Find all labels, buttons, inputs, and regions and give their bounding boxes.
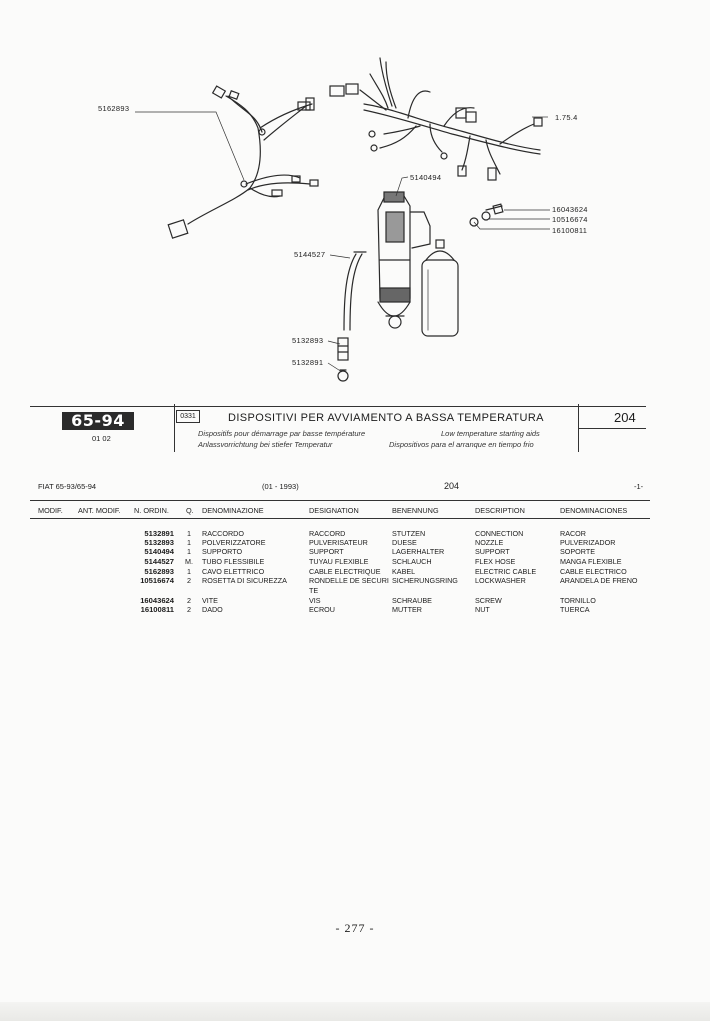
name-it: TUBO FLESSIBILE xyxy=(202,557,265,566)
group-code: 0331 xyxy=(176,410,200,423)
model-label: FIAT 65-93/65-94 xyxy=(38,482,97,491)
name-it: POLVERIZZATORE xyxy=(202,538,266,547)
name-de: SCHLAUCH xyxy=(392,557,432,566)
table-row xyxy=(0,557,710,567)
quantity: 1 xyxy=(187,538,191,547)
subtitle-es: Dispositivos para el arranque en tiempo frio xyxy=(389,440,534,449)
section-page-number: 204 xyxy=(614,410,636,425)
name-en: CONNECTION xyxy=(475,529,524,538)
part-number: 5132893 xyxy=(144,538,174,547)
name-en: SUPPORT xyxy=(475,547,510,556)
table-row xyxy=(0,586,710,596)
callout-label: 1.75.4 xyxy=(555,113,578,122)
name-de: DUESE xyxy=(392,538,417,547)
table-rule-header xyxy=(30,518,650,519)
name-en: FLEX HOSE xyxy=(475,557,516,566)
col-header: BENENNUNG xyxy=(392,506,439,515)
name-en: ELECTRIC CABLE xyxy=(475,567,537,576)
col-header: DENOMINACIONES xyxy=(560,506,628,515)
subtitle-de: Anlassvorrichtung bei stiefer Temperatur xyxy=(198,440,333,449)
table-row xyxy=(0,576,710,586)
name-en: NOZZLE xyxy=(475,538,504,547)
header-divider xyxy=(578,428,646,429)
quantity: 2 xyxy=(187,576,191,585)
model-subcode: 01 02 xyxy=(92,434,111,443)
quantity: 1 xyxy=(187,529,191,538)
name-it: CAVO ELETTRICO xyxy=(202,567,265,576)
part-number: 5140494 xyxy=(144,547,174,556)
wiring-harness-right xyxy=(330,58,542,180)
name-en: SCREW xyxy=(475,596,502,605)
name-es: PULVERIZADOR xyxy=(560,538,616,547)
spray-can xyxy=(422,240,458,336)
name-de: LAGERHALTER xyxy=(392,547,445,556)
quantity: 2 xyxy=(187,596,191,605)
col-header: ANT. MODIF. xyxy=(78,506,121,515)
page-footer-number: - 277 - xyxy=(335,921,375,935)
name-it: ROSETTA DI SICUREZZA xyxy=(202,576,287,585)
sheet-number: -1- xyxy=(634,482,644,491)
name-fr: CABLE ELECTRIQUE xyxy=(309,567,381,576)
part-number: 5162893 xyxy=(144,567,174,576)
subtitle-en: Low temperature starting aids xyxy=(441,429,540,438)
header-divider xyxy=(174,404,175,452)
name-es: ARANDELA DE FRENO xyxy=(560,576,638,585)
name-de: SCHRAUBE xyxy=(392,596,432,605)
col-header: N. ORDIN. xyxy=(134,506,169,515)
name-fr: TE xyxy=(309,586,319,595)
part-number: 5144527 xyxy=(144,557,174,566)
callout-label: 5132893 xyxy=(292,336,324,345)
part-number: 10516674 xyxy=(140,576,174,585)
name-fr: SUPPORT xyxy=(309,547,344,556)
col-header: DESIGNATION xyxy=(309,506,359,515)
table-row xyxy=(0,547,710,557)
name-it: VITE xyxy=(202,596,218,605)
callout-label: 5144527 xyxy=(294,250,326,259)
name-es: TUERCA xyxy=(560,605,590,614)
callout-label: 16043624 xyxy=(552,205,588,214)
name-it: SUPPORTO xyxy=(202,547,243,556)
subtitle-fr: Dispositifs pour démarrage par basse température xyxy=(198,429,366,438)
callout-label: 10516674 xyxy=(552,215,588,224)
col-header: DENOMINAZIONE xyxy=(202,506,264,515)
quantity: 1 xyxy=(187,567,191,576)
nozzle-part xyxy=(338,338,348,381)
callout-label: 5162893 xyxy=(98,104,130,113)
name-en: LOCKWASHER xyxy=(475,576,526,585)
wiring-harness-left xyxy=(168,86,318,238)
name-es: CABLE ELECTRICO xyxy=(560,567,627,576)
name-es: MANGA FLEXIBLE xyxy=(560,557,622,566)
quantity: 2 xyxy=(187,605,191,614)
callout-label: 16100811 xyxy=(552,226,588,235)
name-fr: PULVERISATEUR xyxy=(309,538,368,547)
name-fr: TUYAU FLEXIBLE xyxy=(309,557,369,566)
name-es: TORNILLO xyxy=(560,596,596,605)
parts-diagram xyxy=(0,0,710,400)
table-number: 204 xyxy=(444,481,460,491)
name-es: SOPORTE xyxy=(560,547,596,556)
name-fr: RONDELLE DE SECURI xyxy=(309,576,389,585)
name-de: SICHERUNGSRING xyxy=(392,576,458,585)
name-it: DADO xyxy=(202,605,223,614)
part-number: 5132891 xyxy=(144,529,174,538)
name-fr: RACCORD xyxy=(309,529,346,538)
part-number: 16043624 xyxy=(140,596,174,605)
callout-label: 5132891 xyxy=(292,358,324,367)
flex-hose xyxy=(344,252,366,330)
part-number: 16100811 xyxy=(140,605,174,614)
name-de: STUTZEN xyxy=(392,529,426,538)
col-header: MODIF. xyxy=(38,506,63,515)
name-fr: ECROU xyxy=(309,605,335,614)
quantity: M. xyxy=(185,557,193,566)
col-header: DESCRIPTION xyxy=(475,506,525,515)
quantity: 1 xyxy=(187,547,191,556)
scan-edge-shadow xyxy=(0,1002,710,1021)
table-row xyxy=(0,605,710,615)
period-label: (01 - 1993) xyxy=(262,482,299,491)
model-badge: 65-94 xyxy=(62,412,134,430)
section-title: DISPOSITIVI PER AVVIAMENTO A BASSA TEMPERATURA xyxy=(228,412,544,424)
name-es: RACOR xyxy=(560,529,586,538)
name-fr: VIS xyxy=(309,596,321,605)
name-it: RACCORDO xyxy=(202,529,244,538)
name-de: KABEL xyxy=(392,567,416,576)
name-en: NUT xyxy=(475,605,490,614)
name-de: MUTTER xyxy=(392,605,422,614)
callout-label: 5140494 xyxy=(410,173,442,182)
table-rule-top xyxy=(30,500,650,501)
header-rule-top xyxy=(30,406,646,407)
col-header: Q. xyxy=(186,506,194,515)
